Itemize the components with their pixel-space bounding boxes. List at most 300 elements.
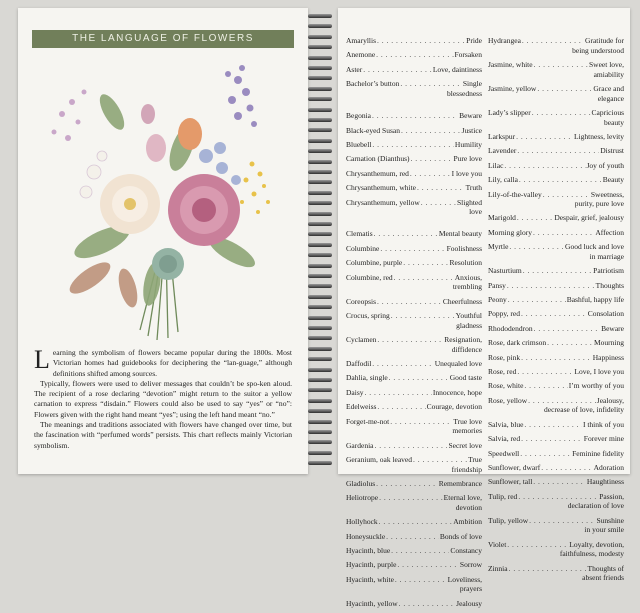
flower-name: Columbine <box>346 243 380 253</box>
flower-meaning-continued: prayers <box>459 584 482 594</box>
flower-entry <box>488 309 624 319</box>
flower-meaning-continued: memories <box>452 426 482 436</box>
flower-entry <box>488 161 624 171</box>
dot-leader <box>399 599 456 609</box>
spiral-ring <box>308 305 332 309</box>
flower-name: Marigold <box>488 213 516 223</box>
spiral-ring <box>308 128 332 132</box>
flower-meaning: Jealousy, <box>596 395 624 405</box>
spiral-ring <box>308 295 332 299</box>
flower-meaning: Eternal love, <box>443 493 482 503</box>
flower-meaning: Resignation, <box>444 335 482 345</box>
flower-name: Edelweiss <box>346 402 377 412</box>
flower-meaning: Remembrance <box>438 478 482 488</box>
dot-leader <box>377 297 442 307</box>
flower-meaning: I love you <box>451 168 482 178</box>
dot-leader <box>543 190 590 200</box>
flower-name: Pansy <box>488 280 506 290</box>
flower-name: Nasturtium <box>488 266 522 276</box>
flower-name: Forget-me-not <box>346 416 390 426</box>
dot-leader <box>421 198 456 208</box>
spiral-ring <box>308 420 332 424</box>
flower-meaning: Grace and <box>593 83 624 93</box>
flower-meaning: Mourning <box>594 338 624 348</box>
flower-name: Chrysanthemum, red <box>346 168 409 178</box>
flower-entry <box>346 140 482 150</box>
flower-entry <box>346 532 482 542</box>
flower-entry <box>488 324 624 334</box>
flower-entry <box>346 335 482 354</box>
flower-name: Rhododendron <box>488 323 533 333</box>
flower-meaning: Ambition <box>453 517 482 527</box>
flower-entry <box>346 126 482 136</box>
flower-name: Dahlia, single <box>346 373 388 383</box>
flower-meaning-continued: in marriage <box>589 251 624 261</box>
left-page <box>18 8 308 474</box>
flower-entry <box>488 463 624 473</box>
flower-meaning: Gratitude for <box>585 36 624 45</box>
flower-entry <box>346 402 482 412</box>
flower-meaning: Happiness <box>592 352 624 362</box>
flower-name: Rose, red <box>488 366 517 376</box>
dot-leader <box>529 516 595 526</box>
flower-name: Hydrangea <box>488 36 521 45</box>
flower-name: Black-eyed Susan <box>346 125 400 135</box>
flower-meaning: Pure love <box>453 154 482 164</box>
flower-entry <box>488 190 624 209</box>
flower-meaning: Sweetness, <box>590 189 624 199</box>
drop-cap: L <box>34 345 50 374</box>
flower-meaning: Humility <box>454 139 482 149</box>
flower-meaning: Anxious, <box>454 272 482 282</box>
flower-meaning: I’m worthy of you <box>568 381 624 391</box>
spiral-ring <box>308 388 332 392</box>
flower-name: Rose, yellow <box>488 395 528 405</box>
spiral-ring <box>308 274 332 278</box>
flower-name: Jasmine, white <box>488 59 533 69</box>
flower-name: Hyacinth, white <box>346 574 394 584</box>
dot-leader <box>372 359 433 369</box>
dot-leader <box>397 560 459 570</box>
dot-leader <box>533 477 586 487</box>
flower-entry <box>488 367 624 377</box>
dot-leader <box>386 532 439 542</box>
flower-entry <box>346 36 482 46</box>
flower-name: Lavender <box>488 146 517 156</box>
flower-name: Gardenia <box>346 440 374 450</box>
spiral-ring <box>308 201 332 205</box>
flower-entry <box>346 258 482 268</box>
flower-meanings-column-right <box>488 36 624 588</box>
dot-leader <box>547 338 593 348</box>
flower-meaning: Haughtiness <box>586 477 624 487</box>
dot-leader <box>395 575 447 585</box>
spiral-ring <box>308 399 332 403</box>
dot-leader <box>374 441 447 451</box>
flower-meaning: Forsaken <box>454 50 482 60</box>
dot-leader <box>390 417 452 427</box>
flower-name: Morning glory <box>488 227 532 237</box>
flower-bouquet-illustration <box>32 52 294 342</box>
flower-entry <box>488 540 624 559</box>
flower-name: Anemone <box>346 50 376 60</box>
spiral-ring <box>308 180 332 184</box>
flower-entry <box>346 273 482 292</box>
flower-meaning: Resolution <box>449 258 482 268</box>
flower-name: Chrysanthemum, yellow <box>346 197 420 207</box>
flower-name: Amaryllis <box>346 36 376 45</box>
spiral-ring <box>308 56 332 60</box>
spiral-ring <box>308 118 332 122</box>
flower-meaning: Cheerfulness <box>442 296 482 306</box>
flower-meaning: I think of you <box>582 419 624 429</box>
spiral-ring <box>308 378 332 382</box>
flower-entry <box>346 455 482 474</box>
dot-leader <box>389 373 449 383</box>
flower-entry <box>488 36 624 55</box>
flower-meaning: Consolation <box>587 309 624 319</box>
intro-text <box>34 345 292 451</box>
flower-meaning: Adoration <box>593 462 624 472</box>
flower-name: Gladiolus <box>346 478 376 488</box>
flower-name: Heliotrope <box>346 493 379 503</box>
right-page <box>338 8 630 608</box>
page-banner: THE LANGUAGE OF FLOWERS <box>32 30 294 48</box>
spiral-ring <box>308 451 332 455</box>
flower-meaning: Passion, <box>599 491 624 501</box>
flower-meaning: Joy of youth <box>586 160 624 170</box>
flower-meaning-continued: amiability <box>593 69 624 79</box>
dot-leader <box>521 434 583 444</box>
flower-name: Carnation (Dianthus) <box>346 154 410 164</box>
dot-leader <box>411 154 453 164</box>
flower-meaning-continued: blessedness <box>447 88 482 98</box>
flower-name: Sunflower, tall <box>488 477 533 487</box>
spiral-ring <box>308 336 332 340</box>
flower-entry <box>488 295 624 305</box>
flower-meaning: Patriotism <box>593 266 624 276</box>
spiral-ring <box>308 243 332 247</box>
flower-entry <box>346 50 482 60</box>
dot-leader <box>516 132 573 142</box>
flower-name: Hollyhock <box>346 517 378 527</box>
flower-entry <box>488 564 624 583</box>
flower-meaning: Innocence, hope <box>432 387 482 397</box>
dot-leader <box>520 449 571 459</box>
flower-entry <box>346 546 482 556</box>
flower-entry <box>488 175 624 185</box>
dot-leader <box>509 242 564 252</box>
flower-meaning-continued: decrease of love, infidelity <box>544 405 624 415</box>
flower-meaning-continued: beauty <box>604 117 624 127</box>
dot-leader <box>528 396 596 406</box>
flower-entry <box>488 242 624 261</box>
flower-meaning: Foolishness <box>446 243 482 253</box>
dot-leader <box>524 420 582 430</box>
flower-meaning: Truth <box>465 183 482 193</box>
flower-meaning: Forever mine <box>583 434 624 444</box>
flower-meaning: Loyalty, devotion, <box>569 539 624 549</box>
spiral-ring <box>308 149 332 153</box>
dot-leader <box>376 479 438 489</box>
spiral-ring <box>308 368 332 372</box>
flower-meaning: Justice <box>461 125 482 135</box>
dot-leader <box>374 229 438 239</box>
flower-entry <box>488 381 624 391</box>
flower-entry <box>346 517 482 527</box>
flower-entry <box>488 281 624 291</box>
dot-leader <box>372 111 458 121</box>
flower-name: Poppy, red <box>488 309 521 319</box>
flower-name: Jasmine, yellow <box>488 83 537 93</box>
flower-entry <box>346 441 482 451</box>
dot-leader <box>524 381 567 391</box>
flower-entry <box>346 169 482 179</box>
flower-entry <box>488 477 624 487</box>
flower-name: Rose, pink <box>488 352 521 362</box>
flower-name: Sunflower, dwarf <box>488 462 541 472</box>
flower-meaning: Bashful, happy life <box>566 295 624 305</box>
flower-name: Aster <box>346 64 363 74</box>
flower-entry <box>346 479 482 489</box>
flower-meanings-column-left <box>346 36 482 613</box>
flower-meaning: Mental beauty <box>438 229 482 239</box>
flower-entry <box>346 388 482 398</box>
spiral-ring <box>308 284 332 288</box>
flower-meaning: Courage, devotion <box>426 402 482 412</box>
spiral-ring <box>308 430 332 434</box>
dot-leader <box>508 295 566 305</box>
flower-meaning: True love <box>453 416 482 426</box>
dot-leader <box>380 244 445 254</box>
flower-meaning-continued: love <box>469 207 482 217</box>
entry-gap <box>346 221 482 229</box>
flower-entry <box>488 516 624 535</box>
flower-name: Tulip, yellow <box>488 515 529 525</box>
spiral-ring <box>308 45 332 49</box>
spiral-ring <box>308 97 332 101</box>
flower-name: Honeysuckle <box>346 531 386 541</box>
flower-name: Bachelor’s button <box>346 79 400 89</box>
flower-name: Bluebell <box>346 139 372 149</box>
flower-meaning: Constancy <box>450 546 482 556</box>
dot-leader <box>521 353 592 363</box>
dot-leader <box>391 546 449 556</box>
flower-meaning: Beware <box>601 323 624 333</box>
spiral-ring <box>308 326 332 330</box>
intro-paragraph: The meanings and traditions associated with flowers have changed over time, but the fascination with “perfumed words” persists. This chart reflects mainly Victorian symbolism. <box>34 420 292 450</box>
flower-entry <box>488 146 624 156</box>
spiral-ring <box>308 35 332 39</box>
flower-meaning: Capricious <box>591 107 624 117</box>
flower-entry <box>346 599 482 609</box>
flower-meaning-continued: elegance <box>597 93 624 103</box>
dot-leader <box>534 324 601 334</box>
dot-leader <box>376 50 453 60</box>
flower-name: Crocus, spring <box>346 311 390 321</box>
flower-meaning: Bonds of love <box>439 531 482 541</box>
spiral-ring <box>308 222 332 226</box>
flower-meaning: Pride <box>466 36 482 45</box>
flower-entry <box>488 60 624 79</box>
flower-name: Lilac <box>488 160 504 170</box>
dot-leader <box>377 402 425 412</box>
flower-name: Myrtle <box>488 242 509 252</box>
flower-meaning-continued: being understood <box>572 45 624 55</box>
flower-entry <box>488 213 624 223</box>
flower-entry <box>488 338 624 348</box>
flower-name: Lady’s slipper <box>488 107 531 117</box>
dot-leader <box>523 266 592 276</box>
dot-leader <box>507 540 568 550</box>
flower-meaning: Jealousy <box>456 598 482 608</box>
dot-leader <box>517 213 553 223</box>
flower-name: Chrysanthemum, white <box>346 183 416 193</box>
flower-meaning: True <box>468 454 482 464</box>
flower-meaning-continued: declaration of love <box>567 501 624 511</box>
spiral-ring <box>308 76 332 80</box>
flower-name: Peony <box>488 295 507 305</box>
flower-name: Salvia, red <box>488 434 521 444</box>
flower-meaning: Good luck and love <box>565 242 624 252</box>
flower-name: Daffodil <box>346 359 372 368</box>
flower-entry <box>488 266 624 276</box>
flower-entry <box>346 65 482 75</box>
spiral-ring <box>308 440 332 444</box>
dot-leader <box>403 258 448 268</box>
flower-name: Larkspur <box>488 131 516 141</box>
flower-name: Cyclamen <box>346 335 377 345</box>
spiral-ring <box>308 139 332 143</box>
spiral-ring <box>308 347 332 351</box>
flower-entry <box>346 111 482 121</box>
flower-meaning: Slighted <box>456 197 482 207</box>
flower-meaning-continued: purity, pure love <box>574 199 624 209</box>
dot-leader <box>417 183 465 193</box>
dot-leader <box>521 309 587 319</box>
dot-leader <box>410 169 451 179</box>
dot-leader <box>537 84 592 94</box>
dot-leader <box>372 140 453 150</box>
flower-meaning: Despair, grief, jealousy <box>554 213 624 223</box>
dot-leader <box>519 175 602 185</box>
dot-leader <box>517 146 599 156</box>
dot-leader <box>365 388 432 398</box>
flower-name: Salvia, blue <box>488 419 524 429</box>
flower-meaning: Love, daintiness <box>432 64 482 74</box>
spiral-ring <box>308 264 332 268</box>
flower-meaning-continued: devotion <box>455 502 482 512</box>
dot-leader <box>533 228 594 238</box>
flower-meaning: Distrust <box>600 146 624 156</box>
flower-name: Violet <box>488 539 507 549</box>
flower-entry <box>346 575 482 594</box>
flower-entry <box>488 353 624 363</box>
flower-meaning: Love, I love you <box>574 366 624 376</box>
flower-name: Tulip, red <box>488 491 518 501</box>
flower-name: Hyacinth, blue <box>346 546 391 556</box>
spiral-ring <box>308 160 332 164</box>
flower-meaning: Good taste <box>449 373 482 383</box>
dot-leader <box>504 161 585 171</box>
flower-meaning: Single <box>462 79 482 89</box>
flower-name: Lily, calla <box>488 175 518 185</box>
flower-name: Hyacinth, yellow <box>346 598 398 608</box>
flower-entry <box>488 449 624 459</box>
spiral-ring <box>308 66 332 70</box>
flower-meaning: Unequaled love <box>434 359 482 368</box>
dot-leader <box>541 463 592 473</box>
flower-name: Lily-of-the-valley <box>488 189 542 199</box>
flower-name: Geranium, oak leaved <box>346 454 413 464</box>
flower-meaning-continued: gladness <box>456 320 482 330</box>
flower-name: Clematis <box>346 229 373 239</box>
dot-leader <box>522 36 584 46</box>
flower-meaning-continued: in your smile <box>584 525 624 535</box>
flower-entry <box>346 229 482 239</box>
dot-leader <box>507 281 595 291</box>
flower-meaning-continued: trembling <box>452 282 482 292</box>
flower-meaning: Thoughts <box>595 280 624 290</box>
dot-leader <box>394 273 454 283</box>
flower-name: Zinnia <box>488 563 508 573</box>
flower-entry <box>346 198 482 217</box>
flower-entry <box>488 396 624 415</box>
flower-entry <box>346 183 482 193</box>
flower-meaning: Feminine fidelity <box>572 448 624 458</box>
spiral-ring <box>308 191 332 195</box>
flower-meaning: Beware <box>459 111 482 121</box>
spiral-ring <box>308 232 332 236</box>
flower-entry <box>488 492 624 511</box>
spiral-ring <box>308 212 332 216</box>
dot-leader <box>400 79 461 89</box>
flower-entry <box>346 493 482 512</box>
flower-meaning-continued: friendship <box>451 464 482 474</box>
flower-entry <box>488 228 624 238</box>
spiral-ring <box>308 87 332 91</box>
flower-meaning-continued: absent friends <box>582 573 624 583</box>
flower-name: Speedwell <box>488 448 520 458</box>
flower-name: Rose, white <box>488 381 524 391</box>
spiral-ring <box>308 357 332 361</box>
flower-entry <box>346 373 482 383</box>
spiral-ring <box>308 14 332 18</box>
flower-entry <box>488 84 624 103</box>
flower-meaning-continued: faithfulness, modesty <box>559 549 624 559</box>
flower-name: Rose, dark crimson <box>488 338 547 348</box>
flower-entry <box>346 560 482 570</box>
flower-meaning: Secret love <box>448 440 482 450</box>
flower-meaning: Affection <box>595 227 624 237</box>
flower-entry <box>488 132 624 142</box>
flower-meaning: Youthful <box>455 311 482 321</box>
dot-leader <box>379 493 443 503</box>
flower-name: Coreopsis <box>346 296 376 306</box>
spiral-ring <box>308 316 332 320</box>
intro-paragraph: Learning the symbolism of flowers became popular during the 1800s. Most Victorian homes had guidebooks for deciphering the “lan-guage,” although definitions shifted among sources. <box>34 345 292 378</box>
dot-leader <box>517 367 573 377</box>
flower-name: Columbine, red <box>346 272 393 282</box>
flower-entry <box>488 434 624 444</box>
spiral-ring <box>308 24 332 28</box>
dot-leader <box>401 126 461 136</box>
spiral-binding <box>300 10 340 472</box>
flower-meaning: Sweet love, <box>589 59 624 69</box>
spiral-ring <box>308 409 332 413</box>
flower-meaning: Beauty <box>602 175 624 185</box>
dot-leader <box>379 517 453 527</box>
